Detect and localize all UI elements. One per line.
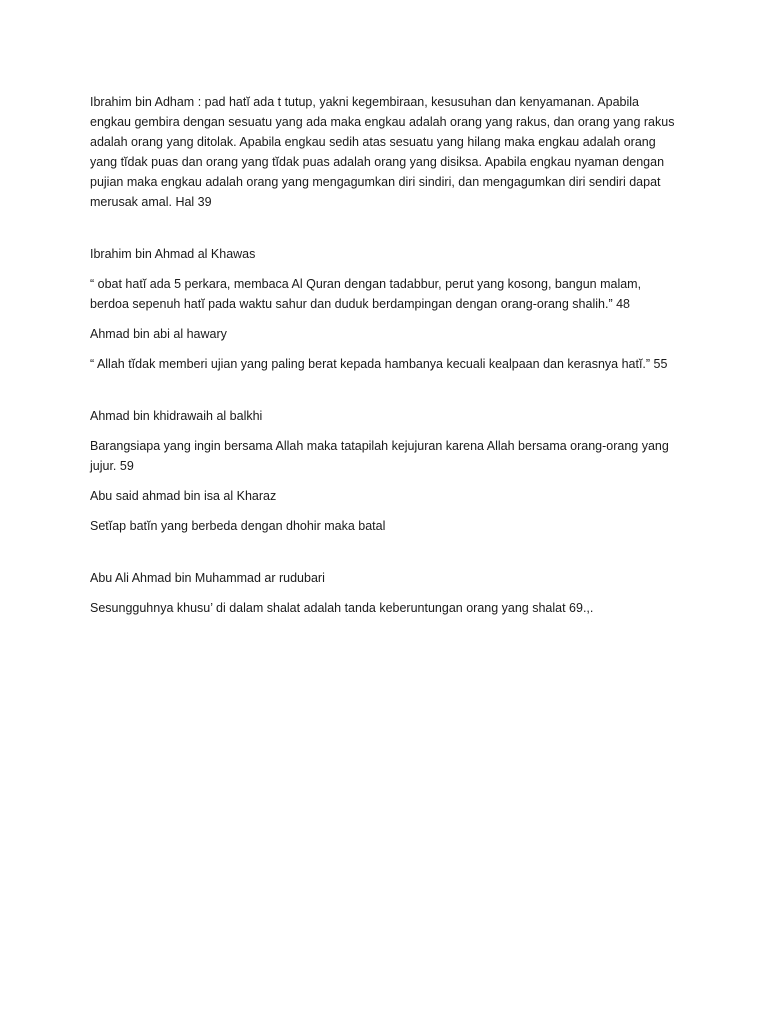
heading-abu-said-al-kharaz: Abu said ahmad bin isa al Kharaz — [90, 489, 277, 503]
paragraph-ibrahim-bin-adham: Ibrahim bin Adham : pad hatĭ ada t tutup, yakni kegembiraan, kesusuhan dan kenyamanan. Apabila engkau gembira dengan sesuatu yang ada maka engkau adalah orang yang rakus, dan orang yang rakus adalah orang yang ditolak. Apabila engkau sedih atas sesuatu yang hilang maka engkau adalah orang yang tĭdak puas dan orang yang tĭdak puas adalah orang yang disiksa. Apabila engkau nyaman dengan pujian maka engkau adalah orang yang mengagumkan diri sindiri, dan mengagumkan diri sendiri dapat merusak amal. Hal 39 — [90, 95, 675, 209]
spacer — [90, 212, 680, 244]
spacer — [90, 344, 680, 354]
quote-obat-hati: “ obat hatĭ ada 5 perkara, membaca Al Quran dengan tadabbur, perut yang kosong, bangun malam, berdoa sepenuh hatĭ pada waktu sahur dan duduk berdampingan dengan orang-orang shalih.” 48 — [90, 277, 642, 311]
quote-kejujuran: Barangsiapa yang ingin bersama Allah maka tatapilah kejujuran karena Allah bersama orang-orang yang jujur. 59 — [90, 439, 669, 473]
spacer — [90, 506, 680, 516]
spacer — [90, 588, 680, 598]
quote-batin-dhohir: Setĭap batĭn yang berbeda dengan dhohir maka batal — [90, 519, 386, 533]
spacer — [90, 476, 680, 486]
heading-ahmad-bin-abi-al-hawary: Ahmad bin abi al hawary — [90, 327, 227, 341]
heading-ibrahim-bin-ahmad-al-khawas: Ibrahim bin Ahmad al Khawas — [90, 247, 256, 261]
heading-abu-ali-ar-rudubari: Abu Ali Ahmad bin Muhammad ar rudubari — [90, 571, 325, 585]
spacer — [90, 426, 680, 436]
spacer — [90, 264, 680, 274]
document-body — [90, 92, 680, 618]
spacer — [90, 314, 680, 324]
heading-ahmad-bin-khidrawaih: Ahmad bin khidrawaih al balkhi — [90, 409, 263, 423]
quote-khusu-shalat: Sesungguhnya khusu’ di dalam shalat adalah tanda keberuntungan orang yang shalat 69.,. — [90, 601, 594, 615]
spacer — [90, 374, 680, 406]
spacer — [90, 536, 680, 568]
quote-ujian-berat: “ Allah tĭdak memberi ujian yang paling berat kepada hambanya kecuali kealpaan dan kerasnya hatĭ.” 55 — [90, 357, 668, 371]
